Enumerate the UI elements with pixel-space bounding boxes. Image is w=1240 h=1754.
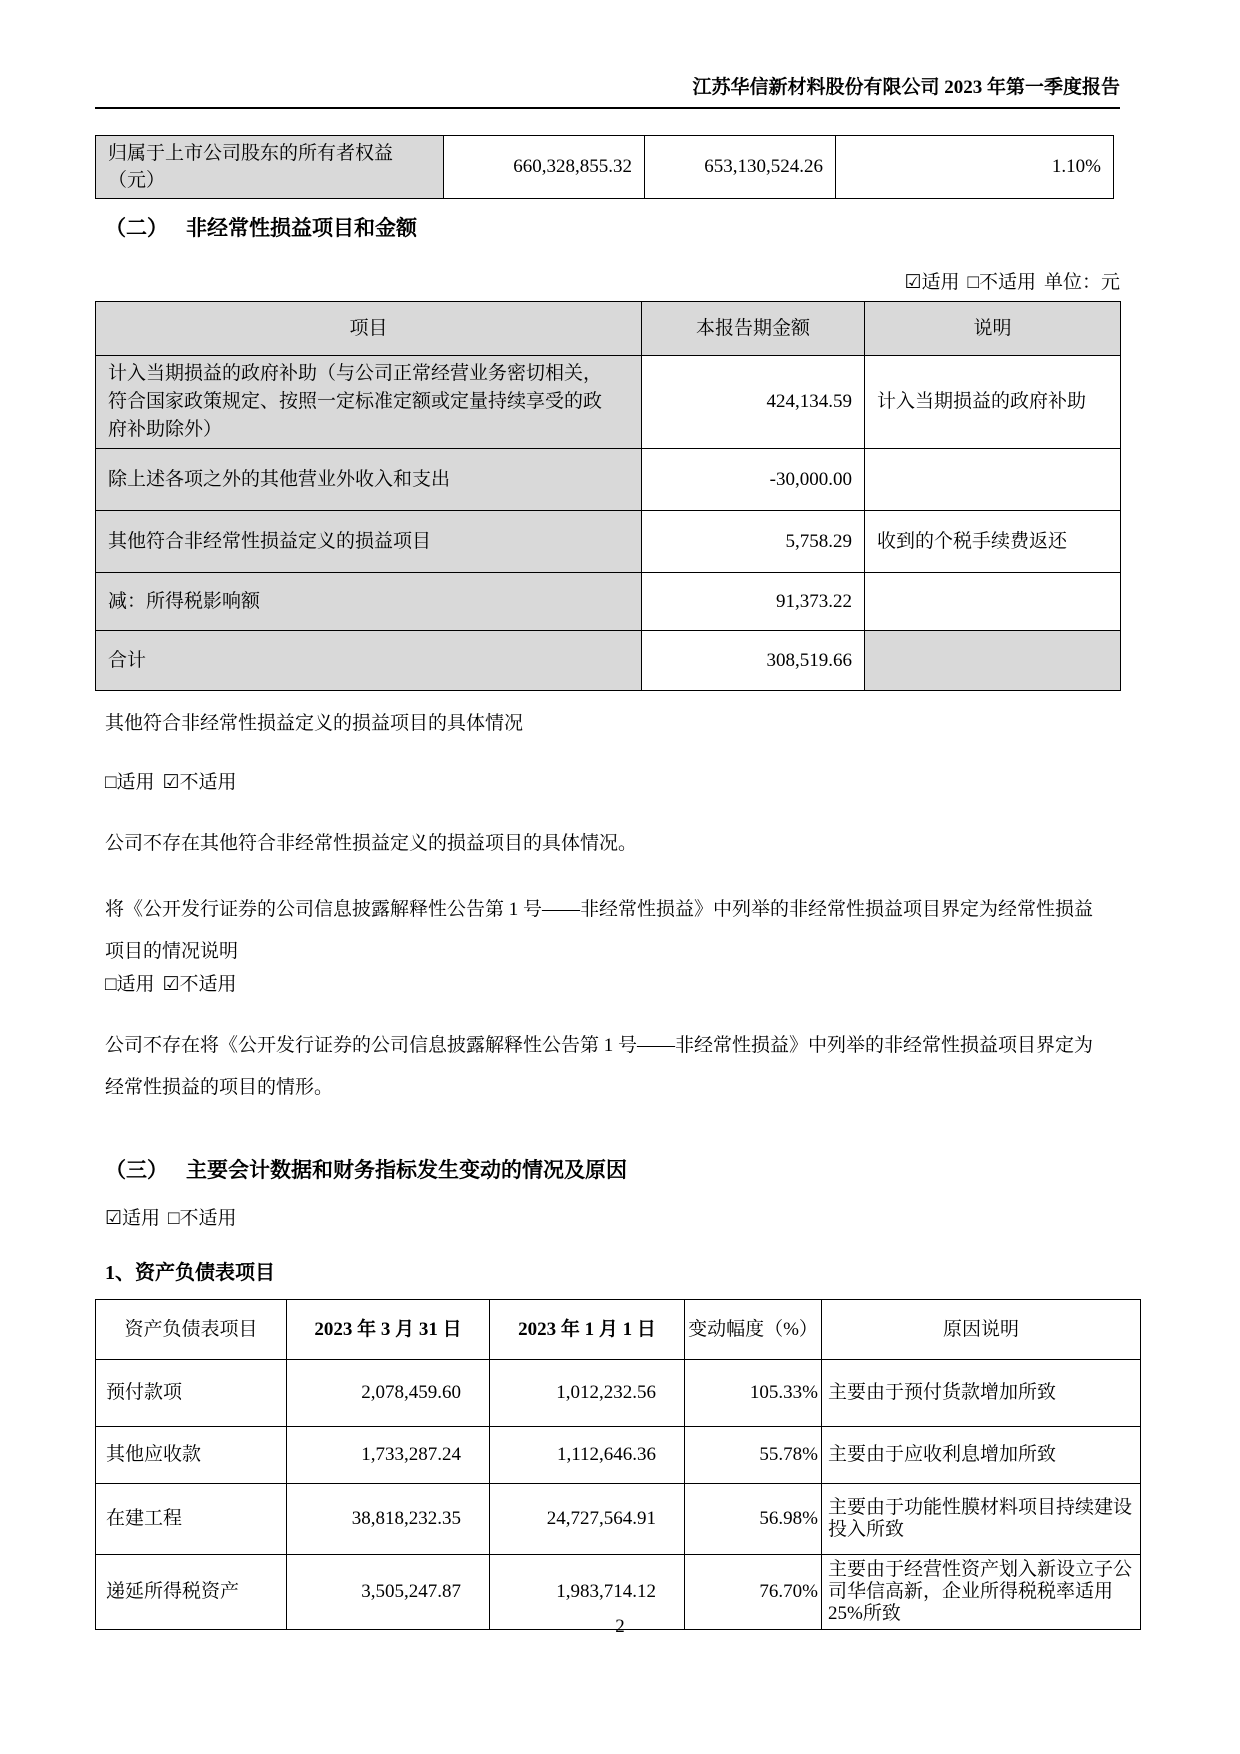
unit-label: 单位：元: [1043, 272, 1120, 293]
mar31-cell: 1,733,287.24: [287, 1427, 490, 1484]
item-cell: 递延所得税资产: [96, 1555, 287, 1630]
amount-cell: -30,000.00: [642, 449, 865, 511]
section-2-number: （二）: [105, 216, 168, 240]
item-cell: 预付款项: [96, 1360, 287, 1427]
note-cell: 收到的个税手续费返还: [865, 511, 1121, 573]
amount-cell: 5,758.29: [642, 511, 865, 573]
page-header-title: 江苏华信新材料股份有限公司 2023 年第一季度报告: [692, 77, 1120, 98]
change-cell: 105.33%: [685, 1360, 822, 1427]
jan1-cell: 1,012,232.56: [490, 1360, 685, 1427]
not-applicable-checkbox: □不适用: [967, 272, 1036, 293]
applicable-checkbox: ☑适用: [904, 272, 960, 293]
reason-cell: 主要由于预付货款增加所致: [822, 1360, 1141, 1427]
table-row: [96, 511, 1121, 573]
para-other-items-detail: 其他符合非经常性损益定义的损益项目的具体情况: [105, 713, 524, 734]
page-header: [95, 76, 1120, 109]
header-item: 资产负债表项目: [96, 1300, 287, 1360]
balance-sheet-table: [95, 1299, 1141, 1630]
header-change-pct: 变动幅度（%）: [685, 1300, 822, 1360]
applicability-line: [105, 1207, 1145, 1231]
reason-cell: 主要由于应收利息增加所致: [822, 1427, 1141, 1484]
table-row: [96, 1427, 1141, 1484]
item-cell: 减：所得税影响额: [96, 573, 642, 631]
item-cell: 除上述各项之外的其他营业外收入和支出: [96, 449, 642, 511]
not-applicable-checkbox: ☑不适用: [162, 772, 237, 793]
table-row: [96, 136, 1114, 199]
reason-cell: 主要由于功能性膜材料项目持续建设投入所致: [822, 1484, 1141, 1555]
change-cell: 76.70%: [685, 1555, 822, 1630]
jan1-cell: 24,727,564.91: [490, 1484, 685, 1555]
table-header-row: [96, 302, 1121, 356]
note-cell: [865, 573, 1121, 631]
header-date-jan1: 2023 年 1 月 1 日: [490, 1300, 685, 1360]
equity-label-cell: 归属于上市公司股东的所有者权益（元）: [96, 136, 444, 199]
table-row: [96, 1360, 1141, 1427]
table-row: [96, 449, 1121, 511]
total-label-cell: 合计: [96, 631, 642, 691]
applicability-line: [105, 973, 1145, 997]
applicable-checkbox: □适用: [105, 974, 155, 995]
total-note-cell: [865, 631, 1121, 691]
section-3-heading: [105, 1155, 1145, 1185]
amount-cell: 91,373.22: [642, 573, 865, 631]
not-applicable-checkbox: ☑不适用: [162, 974, 237, 995]
table-header-row: [96, 1300, 1141, 1360]
equity-current-cell: 660,328,855.32: [444, 136, 645, 199]
change-cell: 56.98%: [685, 1484, 822, 1555]
amount-cell: 424,134.59: [642, 356, 865, 449]
header-amount: 本报告期金额: [642, 302, 865, 356]
header-item: 项目: [96, 302, 642, 356]
applicability-line: [105, 771, 1145, 795]
equity-prior-cell: 653,130,524.26: [645, 136, 836, 199]
section-2-title: 非经常性损益项目和金额: [186, 216, 417, 240]
item-cell: 其他符合非经常性损益定义的损益项目: [96, 511, 642, 573]
section-3-number: （三）: [105, 1158, 168, 1182]
page-number: 2: [615, 1616, 625, 1637]
applicable-checkbox: ☑适用: [105, 1208, 161, 1229]
equity-change-cell: 1.10%: [836, 136, 1114, 199]
section-3-title: 主要会计数据和财务指标发生变动的情况及原因: [186, 1158, 627, 1182]
para-reclass-note: 将《公开发行证券的公司信息披露解释性公告第 1 号——非经常性损益》中列举的非经常性损益项目界定为经常性损益项目的情况说明: [105, 899, 1094, 962]
nonrecurring-items-table: [95, 301, 1121, 691]
para-no-other-items: 公司不存在其他符合非经常性损益定义的损益项目的具体情况。: [105, 833, 638, 854]
header-note: 说明: [865, 302, 1121, 356]
note-cell: 计入当期损益的政府补助: [865, 356, 1121, 449]
total-row: [96, 631, 1121, 691]
mar31-cell: 3,505,247.87: [287, 1555, 490, 1630]
change-cell: 55.78%: [685, 1427, 822, 1484]
item-cell: 计入当期损益的政府补助（与公司正常经营业务密切相关，符合国家政策规定、按照一定标准定额或定量持续享受的政府补助除外）: [96, 356, 642, 449]
total-amount-cell: 308,519.66: [642, 631, 865, 691]
applicable-checkbox: □适用: [105, 772, 155, 793]
applicability-unit-line: [95, 271, 1120, 295]
header-reason: 原因说明: [822, 1300, 1141, 1360]
note-cell: [865, 449, 1121, 511]
mar31-cell: 38,818,232.35: [287, 1484, 490, 1555]
subsection-1-heading: 1、资产负债表项目: [105, 1262, 275, 1284]
item-cell: 其他应收款: [96, 1427, 287, 1484]
equity-table: [95, 135, 1114, 199]
table-row: [96, 573, 1121, 631]
para-no-reclass: 公司不存在将《公开发行证券的公司信息披露解释性公告第 1 号——非经常性损益》中列举的非经常性损益项目界定为经常性损益的项目的情形。: [105, 1035, 1094, 1098]
reason-cell: 主要由于经营性资产划入新设立子公司华信高新，企业所得税税率适用25%所致: [822, 1555, 1141, 1630]
mar31-cell: 2,078,459.60: [287, 1360, 490, 1427]
section-2-heading: [105, 213, 1145, 243]
table-row: [96, 356, 1121, 449]
header-date-mar31: 2023 年 3 月 31 日: [287, 1300, 490, 1360]
jan1-cell: 1,983,714.12: [490, 1555, 685, 1630]
jan1-cell: 1,112,646.36: [490, 1427, 685, 1484]
not-applicable-checkbox: □不适用: [168, 1208, 237, 1229]
table-row: [96, 1484, 1141, 1555]
item-cell: 在建工程: [96, 1484, 287, 1555]
